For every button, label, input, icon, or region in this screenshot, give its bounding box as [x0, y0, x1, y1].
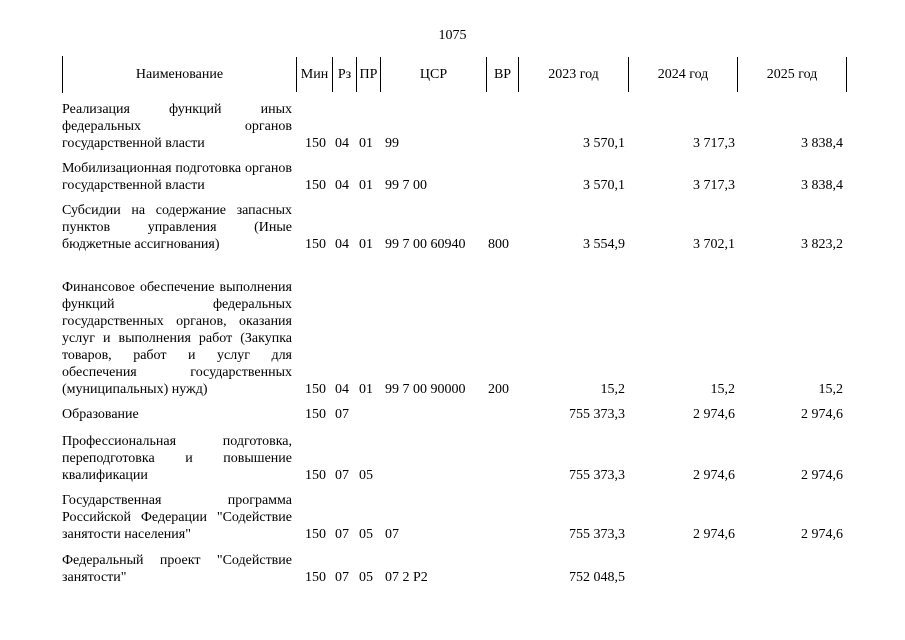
row-rz: 04	[335, 178, 349, 193]
header-name: Наименование	[63, 57, 297, 92]
row-name: Образование	[62, 407, 139, 422]
row-2023: 15,2	[600, 382, 625, 397]
row-rz: 04	[335, 136, 349, 151]
row-csr: 99 7 00 60940	[385, 237, 466, 252]
row-2024: 2 974,6	[693, 468, 735, 483]
row-name: Государственная программа Российской Федерации "Содействие занятости населения"	[62, 493, 292, 542]
row-name: Профессиональная подготовка, переподготовка и повышение квалификации	[62, 434, 292, 483]
row-rz: 04	[335, 382, 349, 397]
row-pr: 01	[359, 136, 373, 151]
table-row	[0, 492, 905, 543]
row-min: 150	[305, 237, 326, 252]
row-min: 150	[305, 382, 326, 397]
header-min: Мин	[297, 57, 333, 92]
row-rz: 07	[335, 407, 349, 422]
row-min: 150	[305, 136, 326, 151]
row-pr: 05	[359, 468, 373, 483]
row-name: Реализация функций иных федеральных органов государственной власти	[62, 102, 292, 151]
row-name: Финансовое обеспечение выполнения функций федеральных государственных органов, оказания услуг и выполнения работ (Закупка товаров, работ и услуг для обеспечения государственных (муниципальных) нужд)	[62, 280, 292, 397]
row-2025: 3 838,4	[801, 136, 843, 151]
row-csr: 99 7 00 90000	[385, 382, 466, 397]
row-2023: 3 570,1	[583, 136, 625, 151]
row-min: 150	[305, 570, 326, 585]
row-2024: 3 717,3	[693, 178, 735, 193]
row-2023: 752 048,5	[569, 570, 625, 585]
row-2025: 2 974,6	[801, 527, 843, 542]
table-row	[0, 433, 905, 484]
row-min: 150	[305, 407, 326, 422]
table-row	[0, 406, 905, 423]
row-2023: 755 373,3	[569, 527, 625, 542]
header-pr: ПР	[357, 57, 381, 92]
row-2025: 3 838,4	[801, 178, 843, 193]
row-csr: 07	[385, 527, 399, 542]
row-pr: 05	[359, 570, 373, 585]
header-vr: ВР	[487, 57, 519, 92]
row-pr: 05	[359, 527, 373, 542]
row-csr: 99	[385, 136, 399, 151]
row-2024: 2 974,6	[693, 407, 735, 422]
header-rz: Рз	[333, 57, 357, 92]
table-row	[0, 101, 905, 152]
row-2024: 15,2	[710, 382, 735, 397]
row-vr: 800	[488, 237, 509, 252]
row-2024: 3 717,3	[693, 136, 735, 151]
table-row	[0, 202, 905, 253]
row-2024: 3 702,1	[693, 237, 735, 252]
row-2025: 15,2	[818, 382, 843, 397]
header-2024: 2024 год	[629, 57, 738, 92]
row-rz: 07	[335, 570, 349, 585]
table-header	[62, 56, 818, 93]
row-2024: 2 974,6	[693, 527, 735, 542]
row-pr: 01	[359, 178, 373, 193]
row-2023: 755 373,3	[569, 407, 625, 422]
row-2025: 2 974,6	[801, 407, 843, 422]
table-row	[0, 552, 905, 586]
header-2025: 2025 год	[738, 57, 847, 92]
row-name: Мобилизационная подготовка органов государственной власти	[62, 161, 292, 193]
row-rz: 07	[335, 468, 349, 483]
row-csr: 07 2 P2	[385, 570, 428, 585]
row-2023: 3 554,9	[583, 237, 625, 252]
row-pr: 01	[359, 382, 373, 397]
header-csr: ЦСР	[381, 57, 487, 92]
row-rz: 04	[335, 237, 349, 252]
row-min: 150	[305, 527, 326, 542]
row-name: Субсидии на содержание запасных пунктов управления (Иные бюджетные ассигнования)	[62, 203, 292, 252]
row-vr: 200	[488, 382, 509, 397]
header-2023: 2023 год	[519, 57, 629, 92]
row-2025: 3 823,2	[801, 237, 843, 252]
table-row	[0, 262, 905, 398]
row-rz: 07	[335, 527, 349, 542]
row-min: 150	[305, 178, 326, 193]
row-min: 150	[305, 468, 326, 483]
row-pr: 01	[359, 237, 373, 252]
row-2023: 755 373,3	[569, 468, 625, 483]
row-csr: 99 7 00	[385, 178, 427, 193]
table-row	[0, 160, 905, 194]
row-name: Федеральный проект "Содействие занятости"	[62, 553, 292, 585]
page-number: 1075	[438, 28, 467, 43]
row-2025: 2 974,6	[801, 468, 843, 483]
row-2023: 3 570,1	[583, 178, 625, 193]
